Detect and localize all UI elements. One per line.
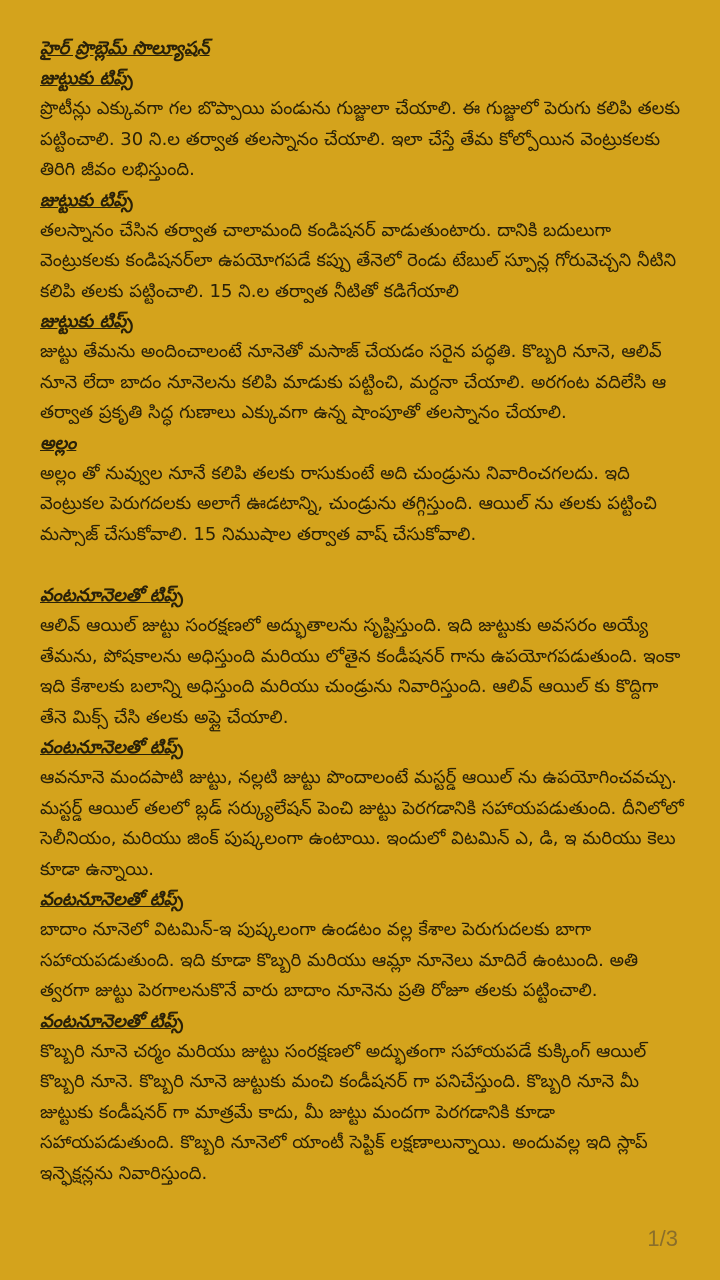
section-text: అల్లం తో నువ్వుల నూనే కలిపి తలకు రాసుకుంటే అది చుండ్రును నివారించగలదు. ఇది వెంట్రుకల పెరుగదలకు అలాగే ఊడటాన్ని, చుండ్రును తగ్గిస్తుంది. ఆయిల్ ను తలకు పట్టించి మస్సాజ్ చేసుకోవాలి. 15 నిముషాల తర్వాత వాష్ చేసుకోవాలి.: [40, 462, 657, 545]
section-text: కొబ్బరి నూనె చర్మం మరియు జుట్టు సంరక్షణలో అద్భుతంగా సహాయపడే కుక్కింగ్ ఆయిల్ కొబ్బరి నూనె. కొబ్బరి నూనె జుట్టుకు మంచి కండీషనర్ గా పనిచేస్తుంది. కొబ్బరి నూనె మీ జుట్టుకు కండీషనర్ గా మాత్రమే కాదు, మీ జుట్టు మందగా పెరగడానికి కూడా సహాయపడుతుంది. కొబ్బరి నూనెలో యాంటీ సెప్టిక్ లక్షణాలున్నాయి. అందువల్ల ఇది స్లాప్ ఇన్ఫెక్షన్లను నివారిస్తుంది.: [40, 1040, 648, 1184]
section-heading: జుట్టుకు టిప్స్: [40, 189, 133, 211]
section-heading: వంటనూనెలతో టిప్స్: [40, 1010, 183, 1032]
section-text: ఆలివ్ ఆయిల్ జుట్టు సంరక్షణలో అద్భుతాలను సృష్టిస్తుంది. ఇది జుట్టుకు అవసరం అయ్యే తేమను, పోషకాలను అధిస్తుంది మరియు లోతైన కండీషనర్ గాను ఉపయోగపడుతుంది. ఇంకా ఇది కేశాలకు బలాన్ని అధిస్తుంది మరియు చుండ్రును నివారిస్తుంది. ఆలివ్ ఆయిల్ కు కొద్దిగా తేనె మిక్స్ చేసి తలకు అప్లై చేయాలి.: [40, 615, 681, 728]
document-title: హైర్ ప్రొబ్లెమ్ సొల్యూషన్: [40, 38, 210, 59]
section-text: ప్రొటీన్లు ఎక్కువగా గల బొప్పాయి పండును గుజ్జులా చేయాలి. ఈ గుజ్జులో పెరుగు కలిపి తలకు పట్టించాలి. 30 ని.ల తర్వాత తలస్నానం చేయాలి. ఇలా చేస్తే తేమ కోల్పోయిన వెంట్రుకలకు తిరిగి జీవం లభిస్తుంది.: [40, 98, 681, 180]
section-heading: జుట్టుకు టిప్స్: [40, 68, 133, 89]
section-text: బాదాం నూనెలో విటమిన్-ఇ పుష్కలంగా ఉండటం వల్ల కేశాల పెరుగుదలకు బాగా సహాయపడుతుంది. ఇది కూడా కొబ్బరి మరియు ఆమ్లా నూనెలు మాదిరే ఉంటుంది. అతి త్వరగా జుట్టు పెరగాలనుకొనే వారు బాదాం నూనెను ప్రతి రోజూ తలకు పట్టించాలి.: [40, 919, 639, 1001]
section-heading: జుట్టుకు టిప్స్: [40, 311, 133, 332]
section-heading: వంటనూనెలతో టిప్స్: [40, 585, 183, 606]
section-text: ఆవనూనె మందపాటి జుట్టు, నల్లటి జుట్టు పొందాలంటే మస్టర్డ్ ఆయిల్ ను ఉపయోగించవచ్చు. మస్టర్డ్ ఆయిల్ తలలో బ్లడ్ సర్క్యులేషన్ పెంచి జుట్టు పెరగడానికి సహాయపడుతుంది. దీనిలోలో సెలీనియం, మరియు జింక్ పుష్కలంగా ఉంటాయి. ఇందులో విటమిన్ ఎ, డి, ఇ మరియు కెలు కూడా ఉన్నాయి.: [40, 767, 684, 880]
section-spacer: [40, 550, 690, 581]
document-page: [40, 34, 690, 1189]
section-text: తలస్నానం చేసిన తర్వాత చాలామంది కండిషనర్ వాడుతుంటారు. దానికి బదులుగా వెంట్రుకలకు కండిషనర్‌లా ఉపయోగపడే కప్పు తేనెలో రెండు టేబుల్ స్పూన్ల గోరువెచ్చని నీటిని కలిపి తలకు పట్టించాలి. 15 ని.ల తర్వాత నీటితో కడిగేయాలి: [40, 219, 677, 302]
section-heading: వంటనూనెలతో టిప్స్: [40, 737, 183, 758]
section-text: జుట్టు తేమను అందించాలంటే నూనెతో మసాజ్ చేయడం సరైన పద్ధతి. కొబ్బరి నూనె, ఆలివ్ నూనె లేదా బాదం నూనెలను కలిపి మాడుకు పట్టించి, మర్దనా చేయాలి. అరగంట వదిలేసి ఆ తర్వాత ప్రకృతి సిద్ధ గుణాలు ఎక్కువగా ఉన్న షాంపూతో తలస్నానం చేయాలి.: [40, 341, 667, 423]
page-indicator: 1/3: [647, 1226, 678, 1251]
section-heading: అల్లం: [40, 432, 77, 454]
section-heading: వంటనూనెలతో టిప్స్: [40, 889, 183, 910]
